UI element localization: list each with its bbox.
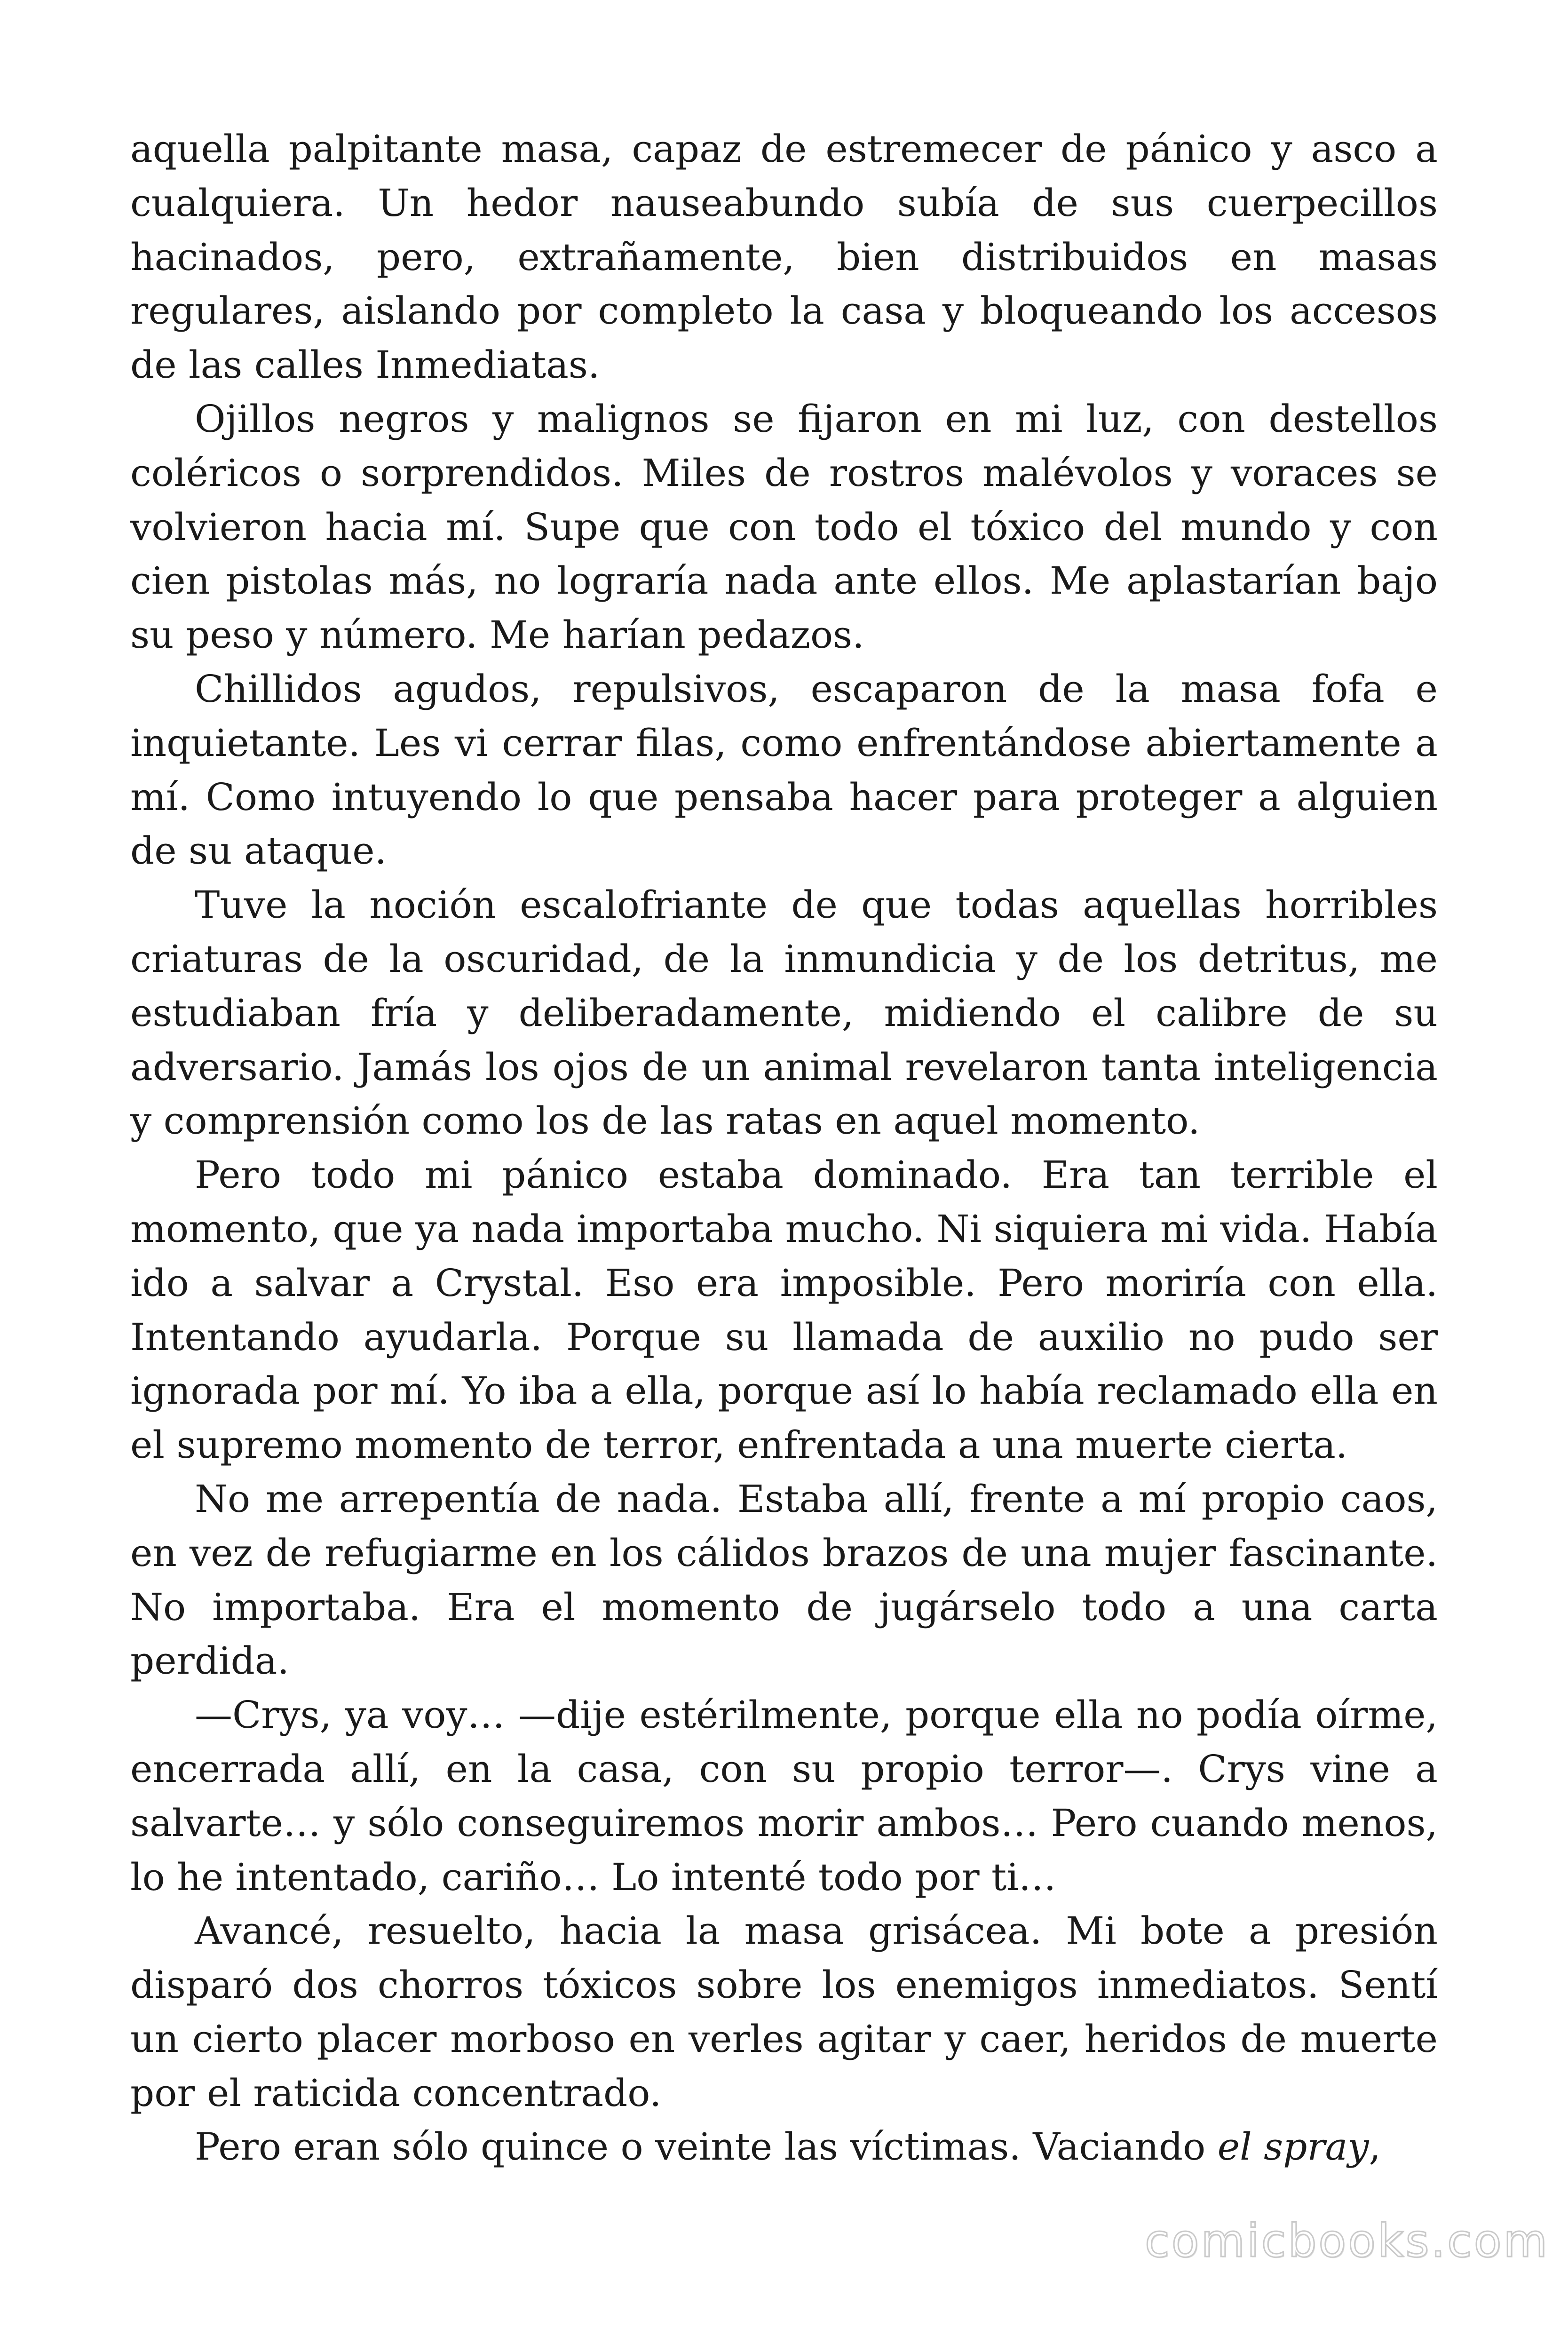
last-paragraph-text: Pero eran sólo quince o veinte las víctimas. Vaciando <box>195 2125 1218 2169</box>
paragraph: Avancé, resuelto, hacia la masa grisácea. Mi bote a presión disparó dos chorros tóxicos sobre los enemigos inmediatos. Sentí un cierto placer morboso en verles agitar y caer, heridos de muerte por el raticida concentrado. <box>130 1909 1438 2115</box>
paragraph: No me arrepentía de nada. Estaba allí, frente a mí propio caos, en vez de refugiarme en los cálidos brazos de una mujer fascinante. No importaba. Era el momento de jugárselo todo a una carta perdida. <box>130 1477 1438 1683</box>
last-paragraph-punctuation: , <box>1369 2125 1381 2169</box>
paragraph: Ojillos negros y malignos se fijaron en mi luz, con destellos coléricos o sorprendidos. Miles de rostros malévolos y voraces se volvieron hacia mí. Supe que con todo el tóxico del mundo y con cien pistolas más, no lograría nada ante ellos. Me aplastarían bajo su peso y número. Me harían pedazos. <box>130 397 1438 657</box>
dialogue-paragraph: —Crys, ya voy… —dije estérilmente, porque ella no podía oírme, encerrada allí, en la casa, con su propio terror—. Crys vine a salvarte… y sólo conseguiremos morir ambos… Pero cuando menos, lo he intentado, cariño… Lo intenté todo por ti… <box>130 1693 1438 1899</box>
paragraph-last <box>130 2120 1438 2174</box>
paragraph: Pero todo mi pánico estaba dominado. Era tan terrible el momento, que ya nada importaba mucho. Ni siquiera mi vida. Había ido a salvar a Crystal. Eso era imposible. Pero moriría con ella. Intentando ayudarla. Porque su llamada de auxilio no pudo ser ignorada por mí. Yo iba a ella, porque así lo había reclamado ella en el supremo momento de terror, enfrentada a una muerte cierta. <box>130 1153 1438 1467</box>
paragraph: Tuve la noción escalofriante de que todas aquellas horribles criaturas de la oscuridad, de la inmundicia y de los detritus, me estudiaban fría y deliberadamente, midiendo el calibre de su adversario. Jamás los ojos de un animal revelaron tanta inteligencia y comprensión como los de las ratas en aquel momento. <box>130 883 1438 1143</box>
site-watermark: comicbooks.com <box>1144 2215 1549 2267</box>
paragraph-continued: aquella palpitante masa, capaz de estremecer de pánico y asco a cualquiera. Un hedor nauseabundo subía de sus cuerpecillos hacinados, pero, extrañamente, bien distribuidos en masas regulares, aislando por completo la casa y bloqueando los accesos de las calles Inmediatas. <box>130 127 1438 387</box>
paragraph: Chillidos agudos, repulsivos, escaparon de la masa fofa e inquietante. Les vi cerrar filas, como enfrentándose abiertamente a mí. Como intuyendo lo que pensaba hacer para proteger a alguien de su ataque. <box>130 667 1438 873</box>
book-page-text <box>130 122 1438 2174</box>
italic-term: el spray <box>1217 2125 1369 2169</box>
